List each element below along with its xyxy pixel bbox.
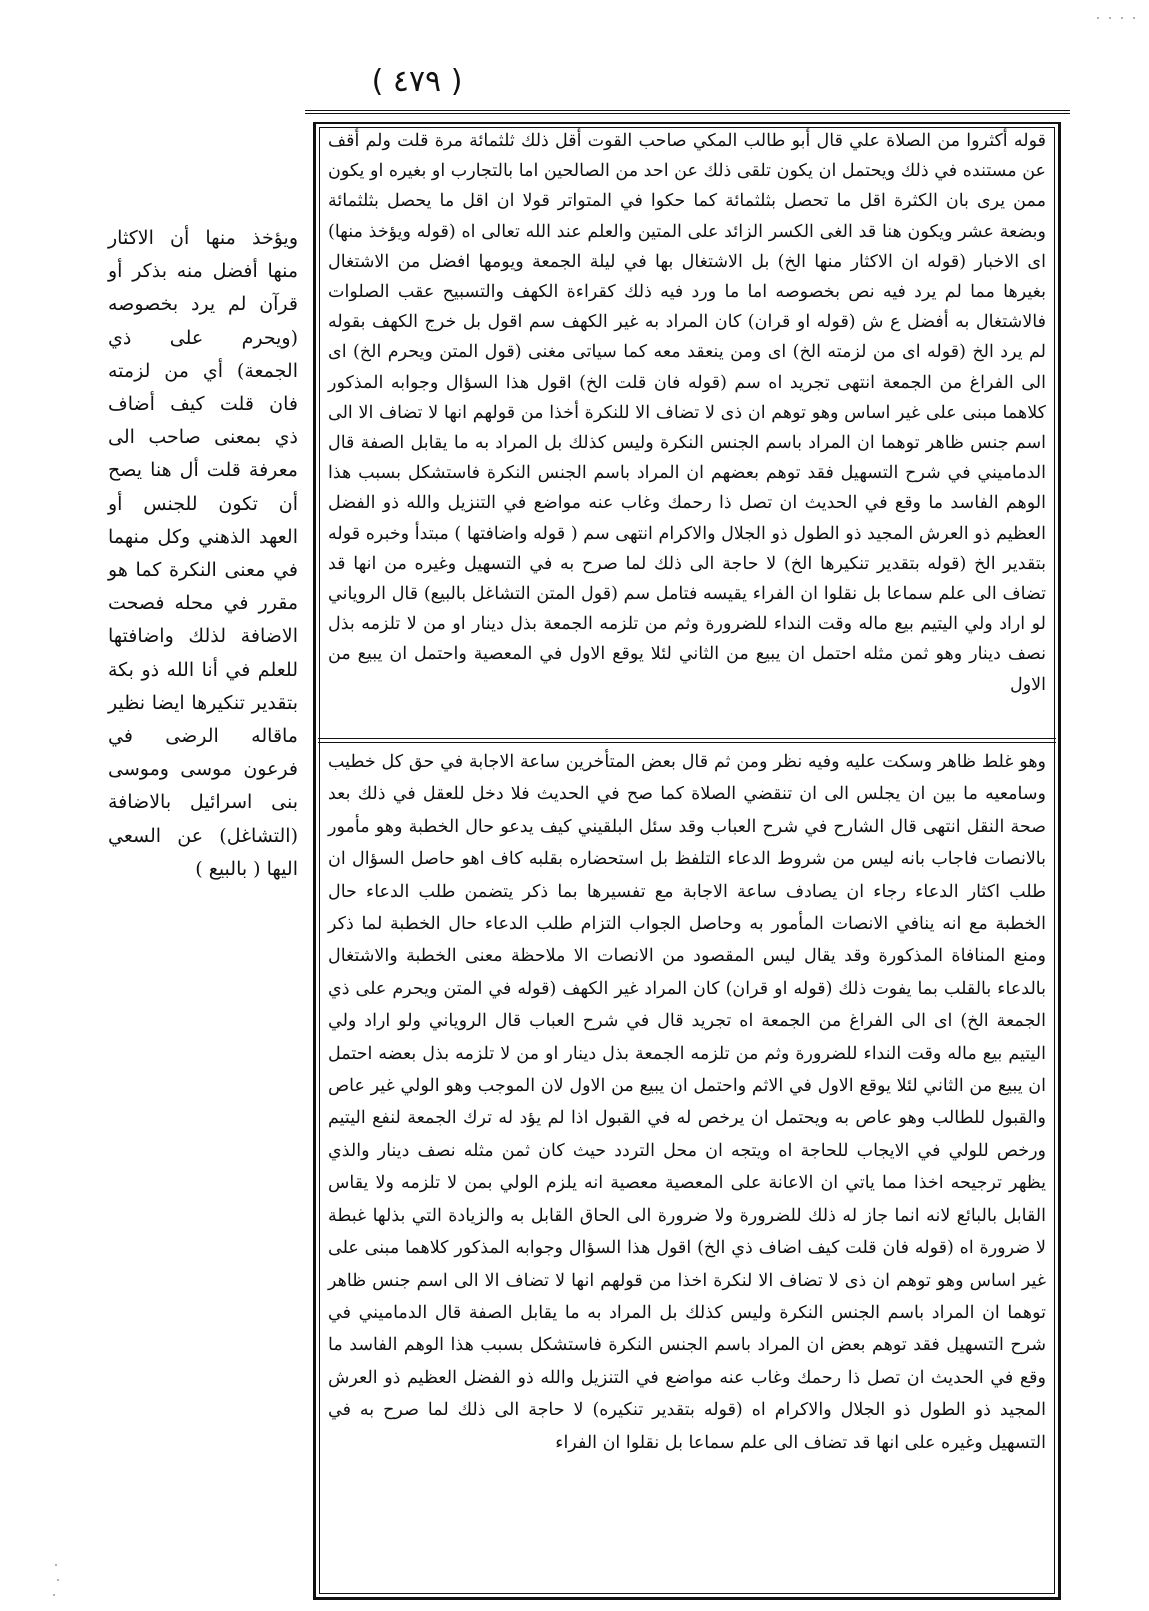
- main-commentary-text: [328, 126, 1046, 731]
- section-divider: [318, 738, 1056, 739]
- lower-commentary-paragraph: وهو غلط ظاهر وسكت عليه وفيه نظر ومن ثم قال بعض المتأخرين ساعة الاجابة في حق كل خطيب وسامعيه ما بين ان يجلس الى ان تنقضي الصلاة كما صح في الحديث فلا دخل للعقل في ذلك بعد صحة النقل انتهى قال الشارح في شرح العباب وقد سئل البلقيني كيف يدعو حال الخطبة وهو مأمور بالانصات فاجاب بانه ليس من شروط الدعاء التلفظ بل استحضاره بقلبه كاف اهو حاصل السؤال ان طلب اكثار الدعاء رجاء ان يصادف ساعة الاجابة مع تفسيرها بما ذكر يتضمن طلب الدعاء حال الخطبة مع انه ينافي الانصات المأمور به وحاصل الجواب التزام طلب الدعاء حال الخطبة لما ذكر ومنع المنافاة المذكورة وقد يقال ليس المقصود من الانصات الا ملاحظة معنى الخطبة والاشتغال بالدعاء بالقلب بما يفوت ذلك (قوله او قران) كان المراد غير الكهف (قوله في المتن ويحرم على ذي الجمعة الخ) اى الى الفراغ من الجمعة اه تجريد قال في شرح العباب قال الروياني ولو اراد ولي اليتيم بيع ماله وقت النداء للضرورة وثم من تلزمه الجمعة بذل دينار او من لا تلزمه بذل بعضه احتمل ان يبيع من الثاني لئلا يوقع الاول في الاثم واحتمل ان يبيع من الاول لان الموجب وهو الولي غير عاص والقبول للطالب وهو عاص به ويحتمل ان يرخص له في القبول اذا لم يؤد له ترك الجمعة لنفع اليتيم ورخص للولي في الايجاب للحاجة اه ويتجه ان محل التردد حيث كان ثمن مثله نصف دينار والذي يظهر ترجيحه اخذا مما ياتي ان الاعانة على المعصية معصية انه يلزم الولي بمن لا تلزمه ولا يقاس القابل بالبائع لانه انما جاز له ذلك للضرورة ولا ضرورة الى الحاق القابل به والزيادة التي بذلها غبطة لا ضرورة اه (قوله فان قلت كيف اضاف ذي الخ) اقول هذا السؤال وجوابه المذكور كلاهما مبنى على غير اساس وهو توهم ان ذى لا تضاف الا لنكرة اخذا من قولهم انها لا تضاف الا الى اسم جنس ظاهر توهما ان المراد باسم الجنس النكرة وليس كذلك بل المراد به ما يقابل الصفة قال الدماميني في شرح التسهيل فقد توهم بعض ان المراد باسم الجنس النكرة فاستشكل بسبب هذا الوهم الفاسد ما وقع في الحديث ان تصل ذا رحمك وغاب عنه مواضع في التنزيل والله ذو الفضل العظيم ذو العرش المجيد ذو الطول ذو الجلال والاكرام اه (قوله بتقدير تنكيره) لا حاجة الى ذلك لما صرح به في التسهيل وغيره على انها قد تضاف الى علم سماعا بل نقلوا ان الفراء: [328, 752, 1046, 1453]
- lower-commentary-text: [328, 746, 1046, 1591]
- margin-paragraph: ويؤخذ منها أن الاكثار منها أفضل منه بذكر أو قرآن لم يرد بخصوصه (ويحرم على ذي الجمعة) أي من لزمته فان قلت كيف أضاف ذي بمعنى صاحب الى معرفة قلت أل هنا يصح أن تكون للجنس أو العهد الذهني وكل منهما في معنى النكرة كما هو مقرر في محله فصحت الاضافة لذلك واضافتها للعلم في أنا الله ذو بكة بتقدير تنكيرها ايضا نظير ماقاله الرضى في فرعون موسى وموسى بنى اسرائيل بالاضافة (التشاغل) عن السعي اليها ( بالبيع ): [108, 227, 298, 880]
- main-commentary-paragraph: قوله أكثروا من الصلاة علي قال أبو طالب المكي صاحب القوت أقل ذلك ثلثمائة مرة قلت ولم أقف عن مستنده في ذلك ويحتمل ان يكون تلقى ذلك عن احد من الصالحين اما بالتجارب او بغيره او يكون ممن يرى بان الكثرة اقل ما تحصل بثلثمائة كما حكوا في المتواتر قولا ان اقل ما يحصل بثلثمائة وبضعة عشر ويكون هنا قد الغى الكسر الزائد على المتين والعلم عند الله تعالى اه (قوله ويؤخذ منها) اى الاخبار (قوله ان الاكثار منها الخ) بل الاشتغال بها في ليلة الجمعة ويومها افضل من الاشتغال بغيرها مما لم يرد فيه نص بخصوصه اما ما ورد فيه ذلك كقراءة الكهف والتسبيح عقب الصلوات فالاشتغال به أفضل ع ش (قوله او قران) كان المراد به غير الكهف سم اقول بل خرج الكهف بقوله لم يرد الخ (قوله اى من لزمته الخ) اى ومن ينعقد معه كما سياتى مغنى (قول المتن ويحرم الخ) اى الى الفراغ من الجمعة انتهى تجريد اه سم (قوله فان قلت الخ) اقول هذا السؤال وجوابه المذكور كلاهما مبنى على غير اساس وهو توهم ان ذى لا تضاف الا للنكرة أخذا من قولهم انها لا تضاف الا الى اسم جنس ظاهر توهما ان المراد باسم الجنس النكرة وليس كذلك بل المراد به ما يقابل الصفة قال الدماميني في شرح التسهيل فقد توهم بعضهم ان المراد باسم الجنس النكرة فاستشكل بسبب هذا الوهم الفاسد ما وقع في الحديث ان تصل ذا رحمك وغاب عنه مواضع في التنزيل والله ذو الفضل العظيم ذو العرش المجيد ذو الطول ذو الجلال والاكرام انتهى سم ( قوله واضافتها ) مبتدأ وخبره قوله بتقدير الخ (قوله بتقدير تنكيرها الخ) لا حاجة الى ذلك لما صرح به في التسهيل وغيره من انها قد تضاف الى علم سماعا بل نقلوا ان الفراء يقيسه فتامل سم (قول المتن التشاغل بالبيع) قال الروياني لو اراد ولي اليتيم بيع ماله وقت النداء للضرورة وثم من تلزمه الجمعة بذل دينار او من لا تلزمه بذل نصف دينار وهو ثمن مثله احتمل ان يبيع من الثاني لئلا يوقع الاول في المعصية واحتمل ان يبيع من الاول: [328, 131, 1046, 695]
- page-number: ( ٤٧٩ ): [371, 64, 463, 99]
- margin-text: [108, 222, 298, 880]
